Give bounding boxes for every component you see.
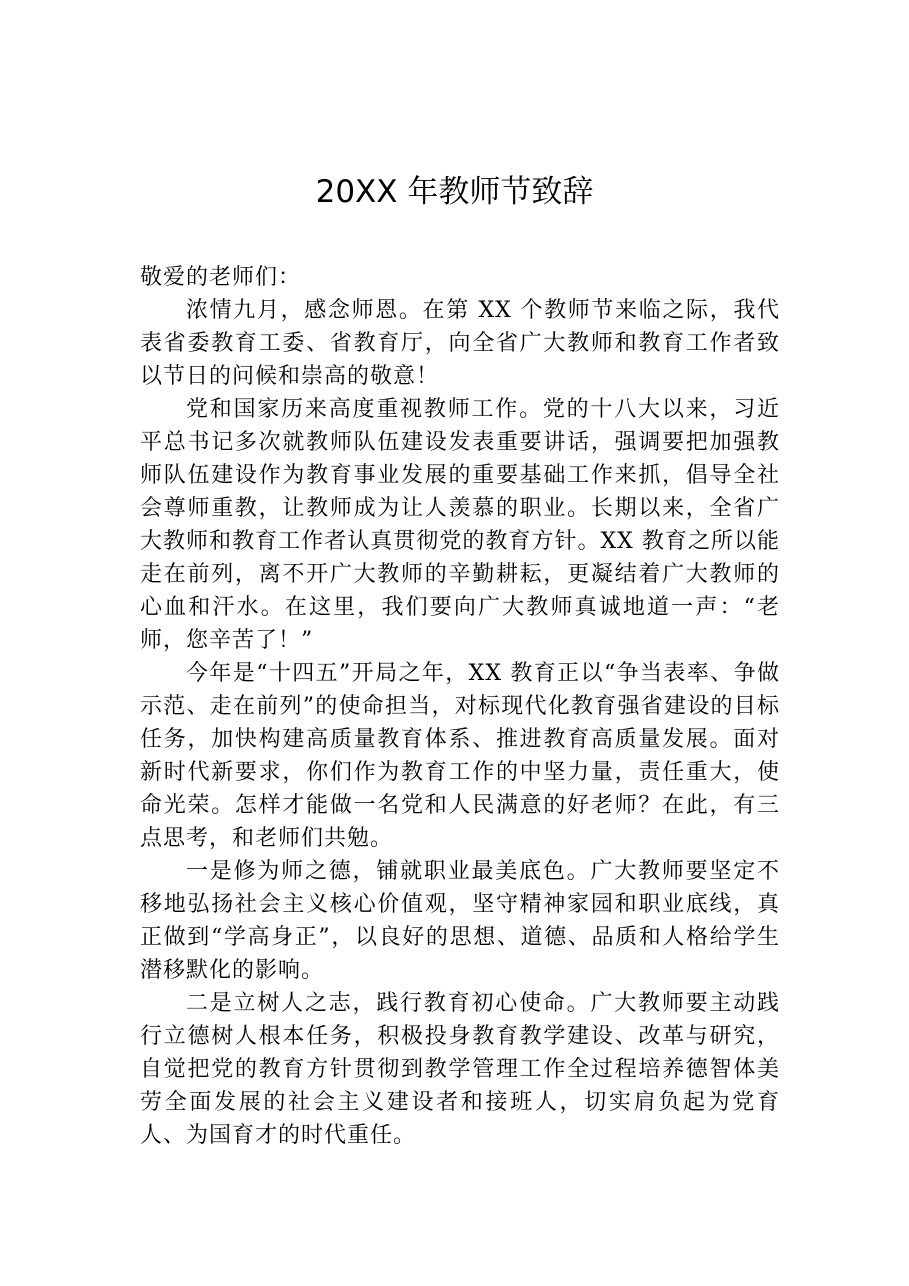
document-title: 20XX 年教师节致辞 xyxy=(315,174,594,210)
salutation: 敬爱的老师们： xyxy=(140,265,302,290)
paragraph-intro: 浓情九月，感念师恩。在第 XX 个教师节来临之际，我代表省委教育工委、省教育厅，向全省广大教师和教育工作者致以节日的问候和崇高的敬意！ xyxy=(140,298,780,389)
paragraph-fourteenth-five-year: 今年是“十四五”开局之年，XX 教育正以“争当表率、争做示范、走在前列”的使命担当，对标现代化教育强省建设的目标任务，加快构建高质量教育体系、推进教育高质量发展。面对新时代新要求，你们作为教育工作的中坚力量，责任重大，使命光荣。怎样才能做一名党和人民满意的好老师？在此，有三点思考，和老师们共勉。 xyxy=(140,661,780,851)
paragraph-point-two: 二是立树人之志，践行教育初心使命。广大教师要主动践行立德树人根本任务，积极投身教育教学建设、改革与研究，自觉把党的教育方针贯彻到教学管理工作全过程培养德智体美劳全面发展的社会主义建设者和接班人，切实肩负起为党育人、为国育才的时代重任。 xyxy=(140,991,780,1148)
paragraph-party-teachers: 党和国家历来高度重视教师工作。党的十八大以来，习近平总书记多次就教师队伍建设发表重要讲话，强调要把加强教师队伍建设作为教育事业发展的重要基础工作来抓，倡导全社会尊师重教，让教师成为让人羡慕的职业。长期以来，全省广大教师和教育工作者认真贯彻党的教育方针。XX 教育之所以能走在前列，离不开广大教师的辛勤耕耘，更凝结着广大教师的心血和汗水。在这里，我们要向广大教师真诚地道一声：“老师，您辛苦了！” xyxy=(140,397,780,653)
document-body xyxy=(140,261,780,1152)
paragraph-point-one: 一是修为师之德，铺就职业最美底色。广大教师要坚定不移地弘扬社会主义核心价值观，坚守精神家园和职业底线，真正做到“学高身正”，以良好的思想、道德、品质和人格给学生潜移默化的影响。 xyxy=(140,859,780,983)
